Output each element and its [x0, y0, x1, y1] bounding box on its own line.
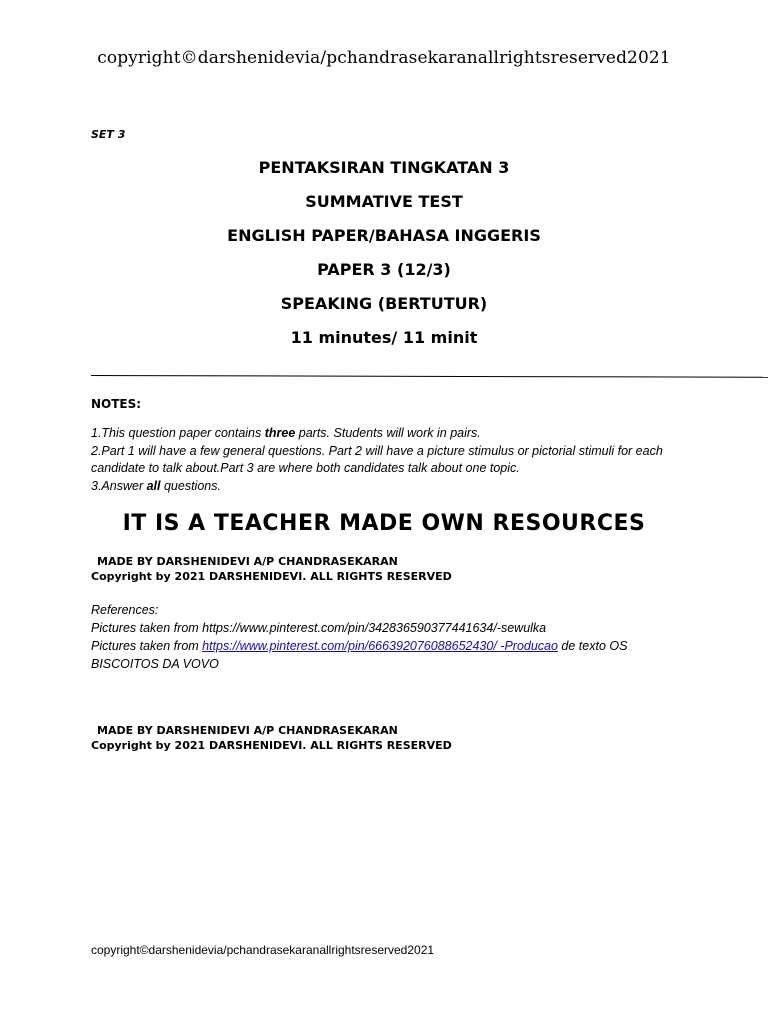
- references-label: References:: [91, 603, 159, 617]
- note-text: 3.Answer: [91, 478, 147, 493]
- notes-label: NOTES:: [91, 397, 142, 411]
- note-emphasis: all: [146, 478, 161, 493]
- title-paper: PAPER 3 (12/3): [317, 260, 451, 279]
- author-copyright: Copyright by 2021 DARSHENIDEVI. ALL RIGHTS RESERVED: [91, 739, 452, 752]
- title-subject: ENGLISH PAPER/BAHASA INGGERIS: [227, 226, 541, 245]
- header-copyright: copyright©darshenidevia/pchandrasekaranallrightsreserved2021: [97, 48, 671, 68]
- title-test-type: SUMMATIVE TEST: [305, 192, 463, 211]
- resource-heading: IT IS A TEACHER MADE OWN RESOURCES: [122, 511, 646, 536]
- title-duration: 11 minutes/ 11 minit: [290, 328, 478, 347]
- note-text: parts. Students will work in pairs.: [295, 426, 481, 440]
- reference-item-2: [91, 637, 691, 673]
- title-assessment: PENTAKSIRAN TINGKATAN 3: [258, 158, 510, 177]
- reference-item-1: Pictures taken from https://www.pinterest.com/pin/342836590377441634/-sewulka: [91, 621, 547, 635]
- note-emphasis: three: [264, 426, 296, 440]
- author-copyright: Copyright by 2021 DARSHENIDEVI. ALL RIGHTS RESERVED: [91, 570, 452, 583]
- references: [91, 601, 691, 673]
- footer-copyright: copyright©darshenidevia/pchandrasekaranallrightsreserved2021: [91, 943, 435, 957]
- reference-link[interactable]: https://www.pinterest.com/pin/666392076088652430/ -Producao: [202, 639, 558, 653]
- note-item-3: [91, 478, 711, 496]
- set-label: SET 3: [91, 128, 126, 141]
- author-credit-2: [91, 723, 452, 753]
- notes-list: [91, 425, 711, 495]
- author-name: MADE BY DARSHENIDEVI A/P CHANDRASEKARAN: [97, 724, 398, 737]
- note-item-1: [91, 425, 711, 443]
- title-block: [0, 157, 768, 361]
- note-text: 1.This question paper contains: [91, 426, 265, 440]
- horizontal-divider: [91, 375, 768, 378]
- reference-text: Pictures taken from: [91, 639, 203, 653]
- author-credit-1: [91, 554, 452, 584]
- note-text: questions.: [160, 478, 221, 493]
- author-name: MADE BY DARSHENIDEVI A/P CHANDRASEKARAN: [97, 555, 398, 568]
- title-component: SPEAKING (BERTUTUR): [280, 294, 488, 313]
- reference-text: de texto OS BISCOITOS DA VOVO: [91, 639, 628, 671]
- note-item-2: 2.Part 1 will have a few general questions. Part 2 will have a picture stimulus or pictorial stimuli for each candidate to talk about.Part 3 are where both candidates talk about one topic.: [91, 443, 663, 475]
